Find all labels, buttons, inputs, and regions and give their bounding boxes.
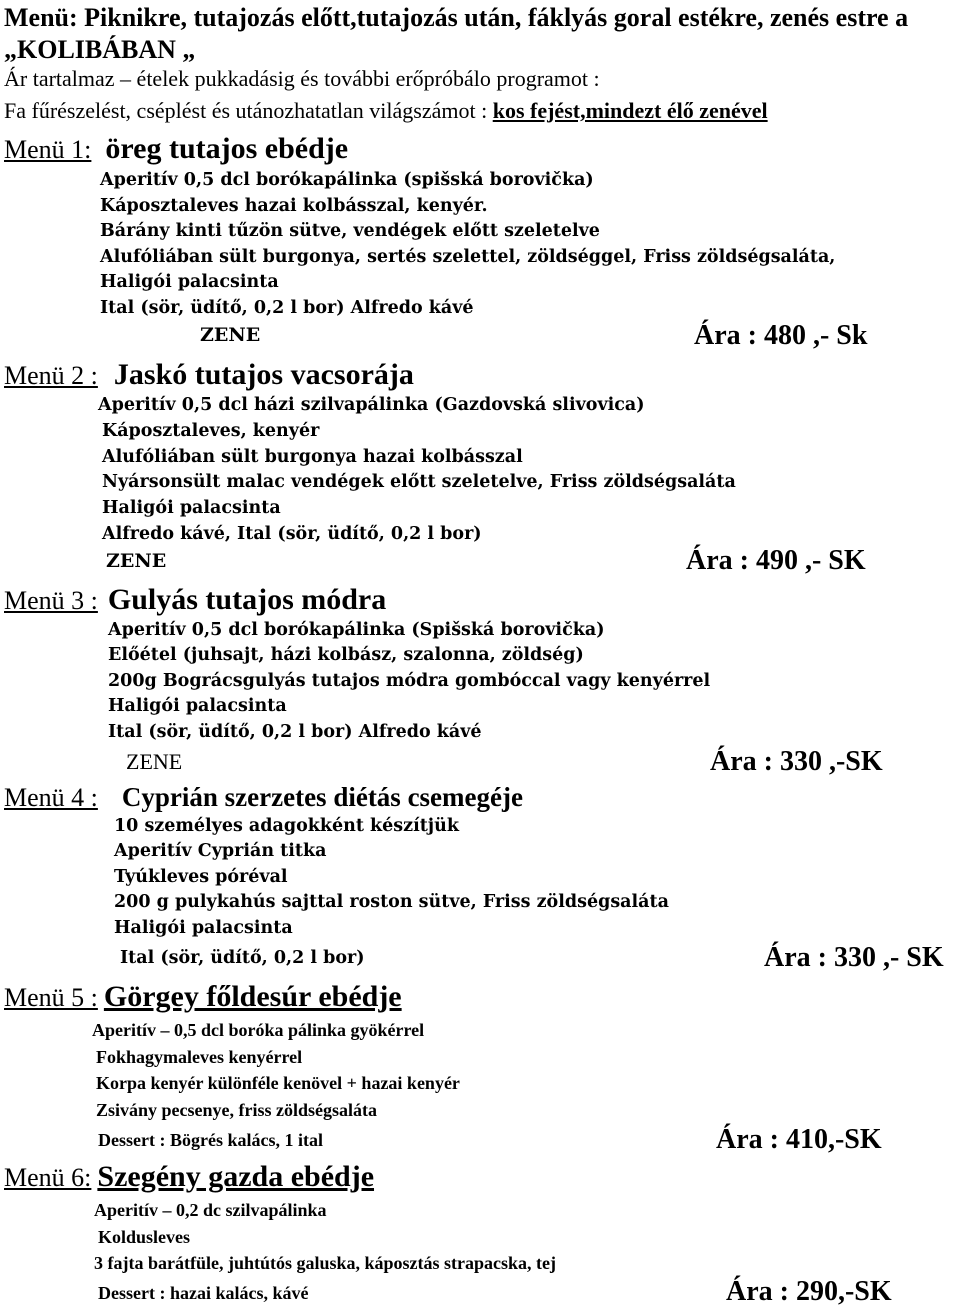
menu-item: Káposztaleves, kenyér [102, 420, 320, 441]
menu-item: Aperitív – 0,5 dcl boróka pálinka gyökérrel [92, 1020, 425, 1040]
menu-5-number: Menü 5 : [4, 983, 98, 1012]
menu-6-dessert: Dessert : hazai kalács, kávé [98, 1283, 309, 1303]
menu-item: Ital (sör, üdítő, 0,2 l bor) Alfredo kávé [100, 297, 474, 318]
menu-2-name: Jaskó tutajos vacsorája [113, 358, 414, 391]
menu-6-name: Szegény gazda ebédje [97, 1160, 375, 1193]
menu-item: 3 fajta barátfüle, juhtútós galuska, káposztás strapacska, tej [94, 1253, 557, 1274]
menu-item: Haligói palacsinta [114, 917, 293, 938]
page-title: Menü: Piknikre, tutajozás előtt,tutajozás után, fáklyás goral estékre, zenés estre a „KOLIBÁBAN „ [4, 3, 909, 64]
menu-2-price: Ára : 490 ,- SK [686, 545, 866, 576]
menu-item: 10 személyes adagokként készítjük [114, 816, 459, 836]
menu-6-number: Menü 6: [4, 1163, 92, 1192]
menu-2-number: Menü 2 : [4, 361, 98, 390]
menu-item: Káposztaleves hazai kolbásszal, kenyér. [100, 195, 488, 216]
menu-3-title [4, 583, 386, 617]
menu-3-price: Ára : 330 ,-SK [710, 746, 883, 777]
menu-5-items [92, 1017, 460, 1123]
menu-item: Bárány kinti tűzön sütve, vendégek előtt szeletelve [100, 221, 600, 242]
activities-highlight: kos fejést,mindezt élő zenével [492, 98, 768, 123]
menu-4-items [114, 814, 669, 941]
menu-item: Tyúkleves póréval [114, 866, 288, 887]
menu-5-dessert: Dessert : Bögrés kalács, 1 ital [98, 1130, 323, 1150]
menu-2-items [98, 393, 736, 548]
menu-1-number: Menü 1: [4, 135, 92, 164]
menu-item: Haligói palacsinta [102, 498, 281, 519]
menu-5-title [4, 980, 402, 1014]
menu-1-items [100, 168, 835, 322]
menu-item: 200 g pulykahús sajttal roston sütve, Friss zöldségsaláta [114, 892, 669, 913]
menu-item: Ital (sör, üdítő, 0,2 l bor) Alfredo kávé [108, 721, 482, 742]
menu-4-name: Cyprián szerzetes diétás csemegéje [121, 782, 523, 812]
menu-2-title [4, 358, 414, 392]
menu-4-price: Ára : 330 ,- SK [764, 942, 944, 973]
menu-1-music: ZENE [200, 324, 261, 346]
menu-item: Alfredo kávé, Ital (sör, üdítő, 0,2 l bor) [102, 523, 482, 544]
menu-item: 200g Bográcsgulyás tutajos módra gombóccal vagy kenyérrel [108, 670, 711, 691]
menu-item: Fokhagymaleves kenyérrel [96, 1046, 303, 1067]
menu-item: Haligói palacsinta [100, 272, 279, 293]
menu-1-price: Ára : 480 ,- Sk [694, 320, 868, 351]
menu-6-items [94, 1197, 556, 1277]
menu-6-price: Ára : 290,-SK [726, 1276, 892, 1307]
menu-1-title [4, 132, 348, 166]
menu-item: Korpa kenyér különféle kenövel + hazai kenyér [96, 1073, 460, 1094]
menu-3-items [108, 618, 710, 745]
menu-item: Alufóliában sült burgonya hazai kolbásszal [102, 446, 523, 467]
menu-6-title [4, 1160, 374, 1194]
menu-item: Aperitív 0,5 dcl házi szilvapálinka (Gazdovská slivovica) [98, 395, 645, 415]
menu-item: Aperitív 0,5 dcl borókapálinka (Spišská borovička) [108, 620, 605, 640]
menu-3-number: Menü 3 : [4, 586, 98, 615]
menu-2-music: ZENE [106, 550, 167, 572]
menu-item: Aperitív 0,5 dcl borókapálinka (spišská borovička) [100, 170, 594, 190]
menu-5-price: Ára : 410,-SK [716, 1124, 882, 1155]
menu-item: Előétel (juhsajt, házi kolbász, szalonna, zöldség) [108, 645, 584, 666]
activities-text: Fa fűrészelést, cséplést és utánozhatatlan világszámot : [4, 98, 493, 123]
menu-4-drinks: Ital (sör, üdítő, 0,2 l bor) [120, 948, 365, 968]
menu-item: Koldusleves [98, 1226, 191, 1247]
menu-item: Aperitív – 0,2 dc szilvapálinka [94, 1200, 327, 1220]
menu-3-name: Gulyás tutajos módra [107, 583, 387, 616]
menu-5-name: Görgey főldesúr ebédje [103, 980, 402, 1013]
activities-line [4, 98, 768, 124]
menu-1-name: öreg tutajos ebédje [105, 132, 349, 165]
price-includes-line: Ár tartalmaz – ételek pukkadásig és további erőpróbálo programot : [4, 66, 600, 91]
menu-item: Aperitív Cyprián titka [114, 841, 327, 862]
menu-item: Alufóliában sült burgonya, sertés szelettel, zöldséggel, Friss zöldségsaláta, [100, 246, 836, 267]
menu-item: Nyársonsült malac vendégek előtt szeletelve, Friss zöldségsaláta [102, 472, 736, 493]
menu-4-title [4, 782, 523, 813]
menu-item: Zsivány pecsenye, friss zöldségsaláta [96, 1099, 377, 1120]
menu-3-music: ZENE [126, 749, 183, 774]
menu-item: Haligói palacsinta [108, 696, 287, 717]
menu-4-number: Menü 4 : [4, 783, 98, 812]
